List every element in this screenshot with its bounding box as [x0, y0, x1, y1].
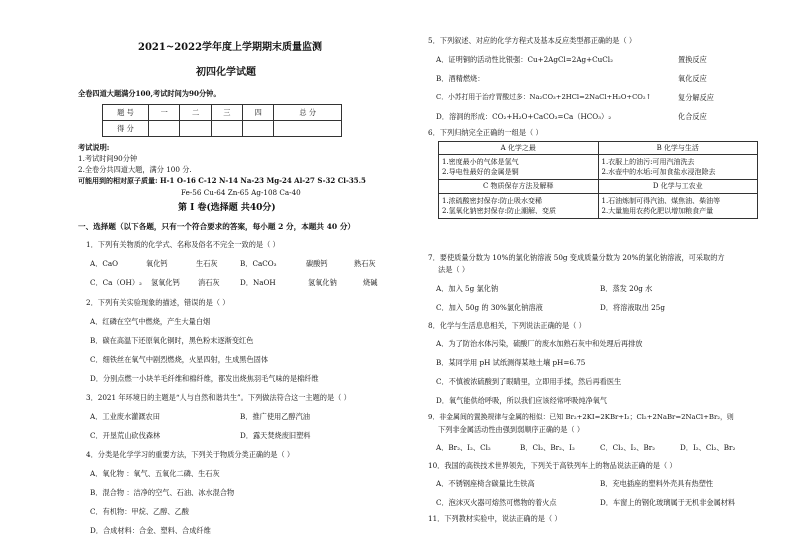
question-2-stem: 2．下列有关实验现象的描述，错误的是（ ）: [86, 298, 230, 307]
score-row-label: 得 分: [103, 121, 149, 137]
q4-option-b[interactable]: B．混合物 ：洁净的空气、石油、冰水混合物: [90, 488, 235, 497]
q1-option-c-name: 氢氧化钙: [151, 278, 180, 287]
q1-option-d[interactable]: D．NaOH: [240, 278, 276, 287]
question-11-stem: 11．下列教材实验中，说法正确的是（ ）: [428, 514, 562, 523]
q8-option-d[interactable]: D．氧气能供给呼吸，所以我们应该经常呼吸纯净氧气: [436, 396, 608, 405]
q9-option-c[interactable]: C．Cl₂、I₂、Br₂: [600, 443, 656, 452]
question-7-stem: 7．要使质量分数为 10%的氯化钠溶液 50g 变成质量分数为 20%的氯化钠溶液，可采取的方: [428, 253, 725, 262]
q5-option-a[interactable]: A．证明铜的活动性比银强：Cu+2AgCl=2Ag+CuCl₂: [436, 55, 613, 64]
score-cell[interactable]: [149, 121, 180, 137]
q6-cell-line: 2.氢氧化钠密封保存:防止潮解、变质: [442, 206, 557, 215]
q6-header-a[interactable]: A 化学之最: [439, 142, 599, 155]
q1-option-b[interactable]: B．CaCO₃: [240, 259, 277, 268]
score-header-cell: 三: [211, 105, 242, 121]
q6-table: [438, 141, 758, 219]
question-8-stem: 8．化学与生活息息相关，下列说法正确的是（ ）: [428, 321, 586, 330]
score-cell[interactable]: [211, 121, 242, 137]
q1-option-d-common: 烧碱: [363, 278, 378, 287]
q10-option-d[interactable]: D．车窗上的钢化玻璃属于无机非金属材料: [600, 498, 736, 507]
q1-option-b-name: 碳酸钙: [306, 259, 328, 268]
q3-option-c[interactable]: C．开垦荒山砍伐森林: [90, 431, 161, 440]
q3-option-a[interactable]: A．工业废水灌溉农田: [90, 412, 160, 421]
q6-cell-line: 2.导电性最好的金属是铜: [442, 168, 519, 177]
q8-option-a[interactable]: A．为了防治水体污染，硫酸厂的废水加熟石灰中和处理后再排放: [436, 339, 643, 348]
score-table-header-row: [103, 105, 342, 121]
q6-cell-line: 1.浓硫酸密封保存:防止吸水变稀: [442, 196, 543, 205]
q1-option-a-name: 氧化钙: [146, 259, 168, 268]
score-header-cell: 总 分: [274, 105, 342, 121]
q1-option-c-common: 消石灰: [198, 278, 220, 287]
score-cell[interactable]: [243, 121, 274, 137]
atomic-mass-line: [78, 177, 366, 186]
question-3-stem: 3．2021 年环境日的主题是“人与自然和谐共生”。下列做法符合这一主题的是（ ）: [86, 393, 351, 402]
q6-cell-c: [439, 193, 599, 218]
score-header-cell: 二: [180, 105, 211, 121]
question-6-stem: 6．下列归纳完全正确的一组是（ ）: [428, 128, 543, 137]
q8-option-c[interactable]: C．不慎被浓硫酸到了眼睛里，立即用手揉，然后再看医生: [436, 377, 622, 386]
q10-option-a[interactable]: A．不锈钢座椅含碳量比生铁高: [436, 479, 535, 488]
question-1-stem: 1．下列有关物质的化学式、名称及俗名不完全一致的是（ ）: [86, 240, 280, 249]
q6-cell-line: 2.大量施用农药化肥以增加粮食产量: [601, 206, 714, 215]
q3-option-d[interactable]: D．露天焚烧废旧塑料: [240, 431, 311, 440]
exam-title: 2021~2022学年度上学期期末质量监测: [138, 42, 323, 53]
q6-cell-d: [598, 193, 758, 218]
q1-option-a[interactable]: A．CaO: [90, 259, 119, 268]
score-header-cell: 题 号: [103, 105, 149, 121]
instruction-line: 1.考试时间90分钟: [78, 154, 138, 163]
q6-cell-line: 1.石油炼制可得汽油、煤焦油、柴油等: [601, 196, 721, 205]
q1-option-d-name: 氢氧化钠: [308, 278, 337, 287]
atomic-mass-line-2: Fe-56 Cu-64 Zn-65 Ag-108 Ca-40: [181, 188, 301, 197]
part-title: 第 I 卷(选择题 共40分): [178, 203, 276, 213]
q7-option-a[interactable]: A．加入 5g 氯化钠: [436, 284, 499, 293]
instruction-line: 2.全卷分共四道大题，满分 100 分.: [78, 165, 192, 174]
instructions-title: 考试说明:: [78, 143, 110, 152]
q5-option-c-type: 复分解反应: [678, 93, 714, 102]
q5-option-d-type: 化合反应: [678, 112, 707, 121]
q7-option-b[interactable]: B．蒸发 20g 水: [600, 284, 653, 293]
q2-option-d[interactable]: D．分别点燃一小块羊毛纤维和棉纤维，都发出烧焦羽毛气味的是棉纤维: [90, 374, 319, 383]
q9-option-b[interactable]: B．Cl₂、Br₂、I₂: [520, 443, 575, 452]
q7-option-c[interactable]: C．加入 50g 的 30%氯化钠溶液: [436, 303, 543, 312]
q5-option-b[interactable]: B．酒精燃烧：: [436, 74, 485, 83]
exam-subtitle: 初四化学试题: [196, 67, 256, 78]
question-5-stem: 5．下列叙述、对应的化学方程式及基本反应类型都正确的是（ ）: [428, 36, 637, 45]
score-cell[interactable]: [180, 121, 211, 137]
q10-option-c[interactable]: C．泡沫灭火器可熔然可燃物的着火点: [436, 498, 557, 507]
question-4-stem: 4．分类是化学学习的重要方法，下列关于物质分类正确的是（ ）: [86, 450, 295, 459]
score-cell[interactable]: [274, 121, 342, 137]
q6-header-c[interactable]: C 物质保存方法及解释: [439, 180, 599, 193]
q4-option-d[interactable]: D．合成材料：合金、塑料、合成纤维: [90, 526, 211, 535]
question-7-stem-cont: 法是（ ）: [438, 265, 470, 274]
question-9-stem: 9．非金属间的置换规律与金属的相似：已知 Br₂+2KI=2KBr+I₂；Cl₂+2NaBr=2NaCl+Br₂，则: [428, 413, 734, 421]
score-table: [102, 104, 342, 137]
q9-option-a[interactable]: A．Br₂、I₂、Cl₂: [436, 443, 491, 452]
q6-cell-line: 2.水壶中的水垢:可加食盐水浸泡除去: [601, 168, 716, 177]
q8-option-b[interactable]: B．某同学用 pH 试纸测得某地土壤 pH=6.75: [436, 358, 586, 367]
q5-option-c[interactable]: C．小苏打用于治疗胃酸过多：Na₂CO₃+2HCl=2NaCl+H₂O+CO₂↑: [436, 93, 652, 101]
q3-option-b[interactable]: B．推广使用乙醇汽油: [240, 412, 310, 421]
section-title: 一、选择题（以下各题，只有一个符合要求的答案，每小题 2 分，本题共 40 分）: [78, 222, 356, 231]
question-9-stem-cont: 下列非金属活动性由强到弱顺序正确的是（ ）: [438, 425, 585, 434]
q5-option-a-type: 置换反应: [678, 55, 707, 64]
q6-cell-a: [439, 155, 599, 180]
q6-header-d[interactable]: D 化学与工农业: [598, 180, 758, 193]
q4-option-c[interactable]: C．有机物：甲烷、乙醇、乙酸: [90, 507, 189, 516]
q1-option-b-common: 熟石灰: [354, 259, 376, 268]
q2-option-c[interactable]: C．细铁丝在氧气中剧烈燃烧，火星四射，生成黑色固体: [90, 355, 269, 364]
q5-option-b-type: 氧化反应: [678, 74, 707, 83]
q6-header-b[interactable]: B 化学与生活: [598, 142, 758, 155]
q7-option-d[interactable]: D．将溶液取出 25g: [600, 303, 665, 312]
q4-option-a[interactable]: A．氧化物 ：氧气、五氧化二磷、生石灰: [90, 469, 220, 478]
score-header-cell: 一: [149, 105, 180, 121]
q10-option-b[interactable]: B．充电插座的塑料外壳具有热塑性: [600, 479, 714, 488]
q1-option-a-common: 生石灰: [196, 259, 218, 268]
q1-option-c[interactable]: C．Ca（OH）₂: [90, 278, 142, 287]
q5-option-d[interactable]: D．溶洞的形成：CO₂+H₂O+CaCO₃=Ca（HCO₃）₂: [436, 112, 612, 121]
question-10-stem: 10．我国的高铁技术世界领先，下列关于高铁列车上的物品说法正确的是（ ）: [428, 461, 677, 470]
q6-cell-line: 1.衣服上的油污:可用汽油洗去: [601, 158, 695, 167]
q6-cell-b: [598, 155, 758, 180]
score-table-score-row: [103, 121, 342, 137]
q9-option-d[interactable]: D．I₂、Cl₂、Br₂: [680, 443, 736, 452]
score-header-cell: 四: [243, 105, 274, 121]
q2-option-a[interactable]: A．红磷在空气中燃烧，产生大量白烟: [90, 317, 211, 326]
atomic-mass-text: 可能用到的相对原子质量: H-1 O-16 C-12 N-14 Na-23 Mg-24 Al-27 S-32 Cl-35.5: [78, 176, 366, 185]
q6-cell-line: 1.密度最小的气体是氢气: [442, 158, 519, 167]
q2-option-b[interactable]: B．碳在高温下还原氧化铜时，黑色粉末逐渐变红色: [90, 336, 254, 345]
exam-notice: 全卷四道大题满分100,考试时间为90分钟。: [78, 89, 221, 98]
